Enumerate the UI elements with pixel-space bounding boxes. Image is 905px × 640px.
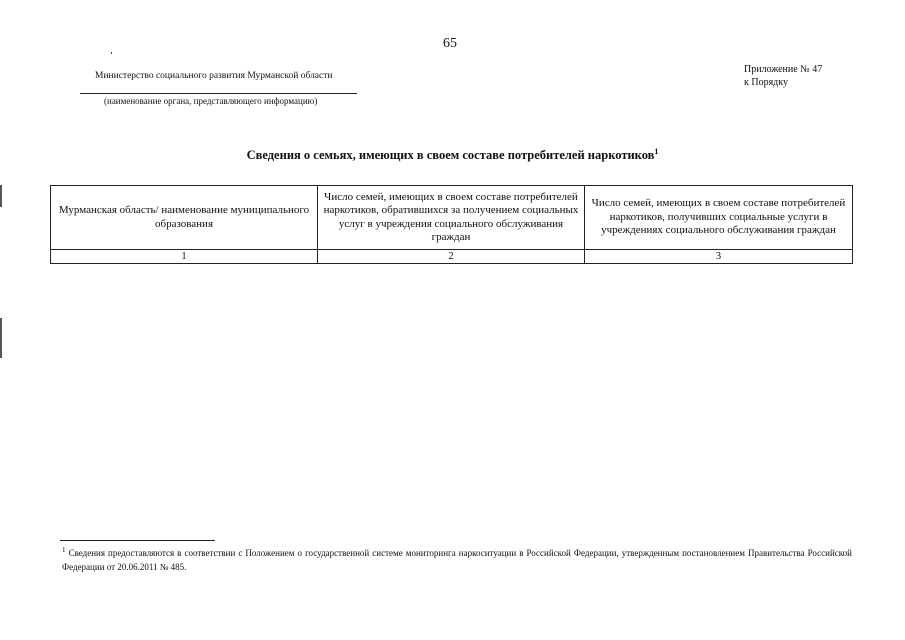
header-families-applied: Число семей, имеющих в своем составе потребителей наркотиков, обратившихся за получением социальных услуг в учреждения социального обслуживания граждан xyxy=(318,186,585,250)
ministry-name: Министерство социального развития Мурманской области xyxy=(95,71,333,81)
ministry-underline xyxy=(80,93,357,94)
report-table xyxy=(50,185,853,264)
appendix-reference xyxy=(744,63,822,89)
table-header-row xyxy=(51,186,853,250)
ministry-caption: (наименование органа, представляющего информацию) xyxy=(104,96,318,106)
header-families-received: Число семей, имеющих в своем составе потребителей наркотиков, получивших социальные услуги в учреждениях социального обслуживания граждан xyxy=(585,186,853,250)
scan-edge-mark xyxy=(0,185,2,207)
scan-dot xyxy=(111,52,112,54)
column-number-2: 2 xyxy=(318,250,585,264)
header-municipality: Мурманская область/ наименование муниципального образования xyxy=(51,186,318,250)
appendix-line-1: Приложение № 47 xyxy=(744,64,823,75)
document-title xyxy=(0,147,905,163)
footnote-text: Сведения предоставляются в соответствии с Положением о государственной системе мониторинга наркоситуации в Российской Федерации, утвержденным постановлением Правительства Российской Федерации от 20.06.2011 № 485. xyxy=(62,548,853,572)
appendix-line-2: к Порядку xyxy=(744,77,788,88)
scan-edge-mark xyxy=(0,318,2,358)
page-number: 65 xyxy=(443,36,457,51)
column-number-1: 1 xyxy=(51,250,318,264)
footnote-separator xyxy=(60,540,215,541)
document-title-text: Сведения о семьях, имеющих в своем составе потребителей наркотиков xyxy=(246,148,655,163)
footnote-marker: 1 xyxy=(62,546,66,554)
table-column-numbers-row xyxy=(51,250,853,264)
column-number-3: 3 xyxy=(585,250,853,264)
footnote xyxy=(62,543,852,574)
title-footnote-ref: 1 xyxy=(654,147,659,156)
